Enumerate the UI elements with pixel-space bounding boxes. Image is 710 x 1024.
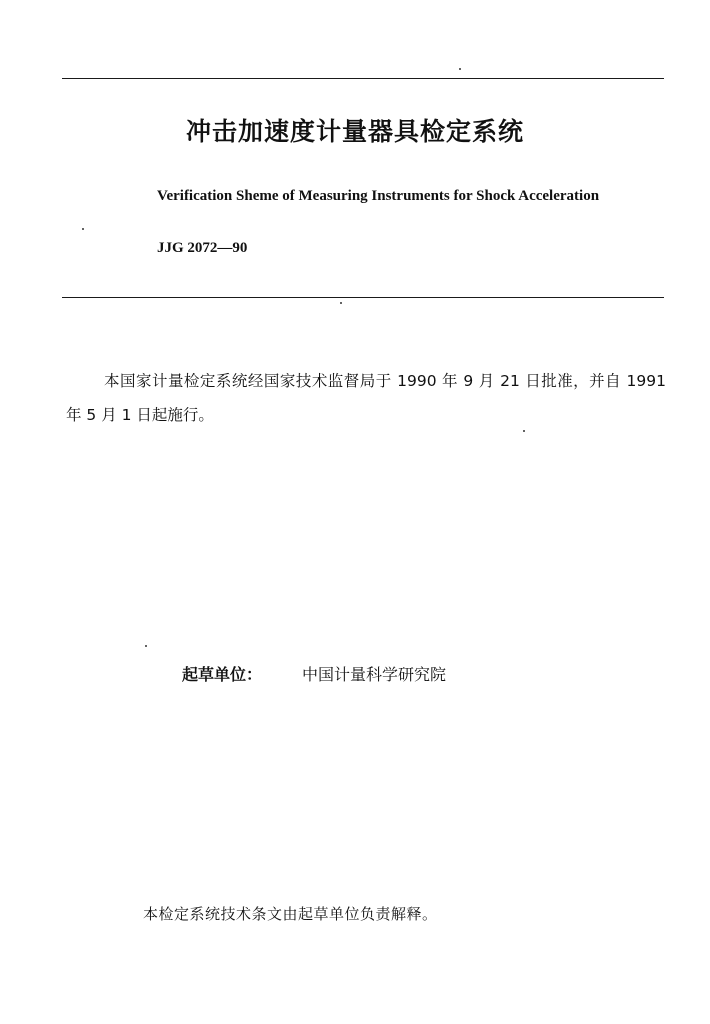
scan-speck <box>82 228 84 230</box>
drafting-unit <box>182 662 446 685</box>
scan-speck <box>523 430 525 432</box>
top-rule <box>62 78 664 79</box>
standard-code: JJG 2072—90 <box>157 240 248 256</box>
scan-speck <box>340 302 342 304</box>
bottom-rule <box>62 297 664 298</box>
interpretation-note: 本检定系统技术条文由起草单位负责解释。 <box>143 905 438 923</box>
drafting-unit-value: 中国计量科学研究院 <box>302 665 447 684</box>
document-title-en: Verification Sheme of Measuring Instruments for Shock Acceleration <box>157 188 600 204</box>
scan-speck <box>145 645 147 647</box>
approval-statement: 本国家计量检定系统经国家技术监督局于 1990 年 9 月 21 日批准，并自 1991 年 5 月 1 日起施行。 <box>66 372 666 424</box>
drafting-unit-label: 起草单位： <box>182 665 263 684</box>
scan-speck <box>459 68 461 70</box>
document-title-zh: 冲击加速度计量器具检定系统 <box>185 117 524 146</box>
